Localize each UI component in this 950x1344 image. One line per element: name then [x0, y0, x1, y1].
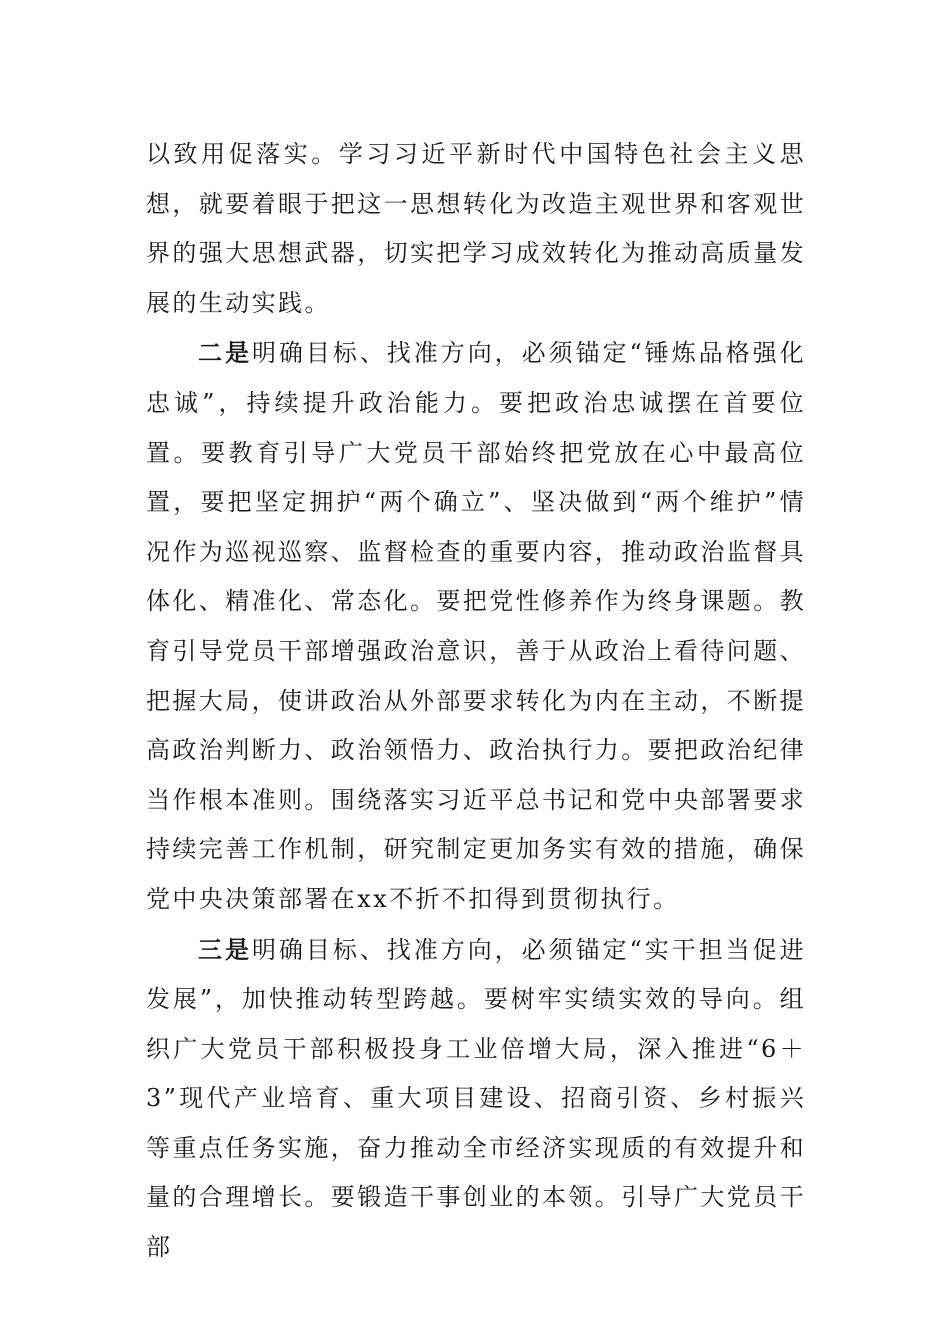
document-body [146, 129, 806, 1273]
paragraph-2-text: 明确目标、找准方向，必须锚定“锤炼品格强化忠诚”，持续提升政治能力。要把政治忠诚摆在首要位置。要教育引导广大党员干部始终把党放在心中最高位置，要把坚定拥护“两个确立”、坚决做到“两个维护”情况作为巡视巡察、监督检查的重要内容，推动政治监督具体化、精准化、常态化。要把党性修养作为终身课题。教育引导党员干部增强政治意识，善于从政治上看待问题、把握大局，使讲政治从外部要求转化为内在主动，不断提高政治判断力、政治领悟力、政治执行力。要把政治纪律当作根本准则。围绕落实习近平总书记和党中央部署要求持续完善工作机制，研究制定更加务实有效的措施，确保党中央决策部署在xx不折不扣得到贯彻执行。 [146, 339, 806, 913]
paragraph-2 [146, 328, 806, 924]
paragraph-3-text: 明确目标、找准方向，必须锚定“实干担当促进发展”，加快推动转型跨越。要树牢实绩实效的导向。组织广大党员干部积极投身工业倍增大局，深入推进“6＋3”现代产业培育、重大项目建设、招商引资、乡村振兴等重点任务实施，奋力推动全市经济实现质的有效提升和量的合理增长。要锻造干事创业的本领。引导广大党员干部 [146, 935, 806, 1262]
paragraph-3-lead: 三是 [198, 934, 252, 964]
paragraph-1 [146, 129, 806, 328]
paragraph-2-lead: 二是 [198, 338, 252, 368]
paragraph-1-text: 以致用促落实。学习习近平新时代中国特色社会主义思想，就要着眼于把这一思想转化为改造主观世界和客观世界的强大思想武器，切实把学习成效转化为推动高质量发展的生动实践。 [146, 140, 806, 317]
paragraph-3 [146, 925, 806, 1273]
